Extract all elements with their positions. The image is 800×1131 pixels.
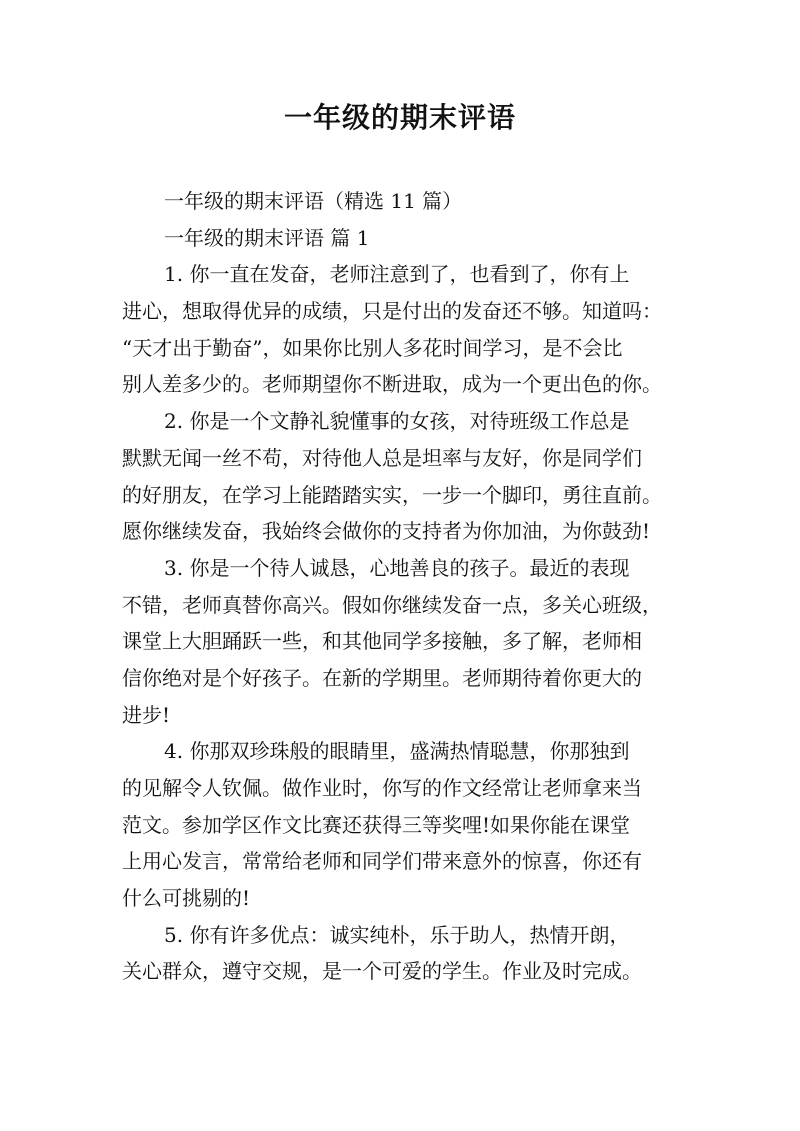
text-line: 进步! [122, 702, 171, 727]
text-line: 3. 你是一个待人诚恳，心地善良的孩子。最近的表现 [164, 555, 630, 580]
text-line: 别人差多少的。老师期望你不断进取，成为一个更出色的你。 [122, 372, 662, 397]
text-line: “天才出于勤奋”，如果你比别人多花时间学习，是不会比 [122, 335, 623, 360]
text-line: 一年级的期末评语（精选 11 篇） [164, 189, 463, 213]
text-line: 信你绝对是个好孩子。在新的学期里。老师期待着你更大的 [122, 665, 642, 690]
text-line: 5. 你有许多优点：诚实纯朴，乐于助人，热情开朗， [164, 922, 630, 947]
text-line: 什么可挑剔的! [122, 886, 251, 911]
text-line: 关心群众，遵守交规，是一个可爱的学生。作业及时完成。 [122, 959, 642, 984]
text-line: 一年级的期末评语 篇 1 [164, 225, 370, 250]
text-line: 不错，老师真替你高兴。假如你继续发奋一点，多关心班级， [122, 592, 662, 617]
text-line: 上用心发言，常常给老师和同学们带来意外的惊喜，你还有 [122, 849, 642, 874]
text-line: 课堂上大胆踊跃一些，和其他同学多接触，多了解，老师相 [122, 629, 642, 654]
text-line: 默默无闻一丝不苟，对待他人总是坦率与友好，你是同学们 [122, 445, 642, 470]
text-line: 的好朋友，在学习上能踏踏实实，一步一个脚印，勇往直前。 [122, 482, 662, 507]
text-line: 愿你继续发奋，我始终会做你的支持者为你加油，为你鼓劲! [122, 519, 651, 544]
document-title: 一年级的期末评语 [283, 101, 516, 134]
text-line: 1. 你一直在发奋，老师注意到了，也看到了，你有上 [164, 262, 630, 287]
text-line: 2. 你是一个文静礼貌懂事的女孩，对待班级工作总是 [164, 409, 630, 434]
document-body [122, 183, 682, 990]
text-line: 范文。参加学区作文比赛还获得三等奖哩!如果你能在课堂 [122, 812, 631, 837]
text-line: 的见解令人钦佩。做作业时，你写的作文经常让老师拿来当 [122, 776, 642, 800]
text-line: 4. 你那双珍珠般的眼睛里，盛满热情聪慧，你那独到 [164, 739, 630, 764]
text-line: 进心，想取得优异的成绩，只是付出的发奋还不够。知道吗： [122, 299, 662, 324]
